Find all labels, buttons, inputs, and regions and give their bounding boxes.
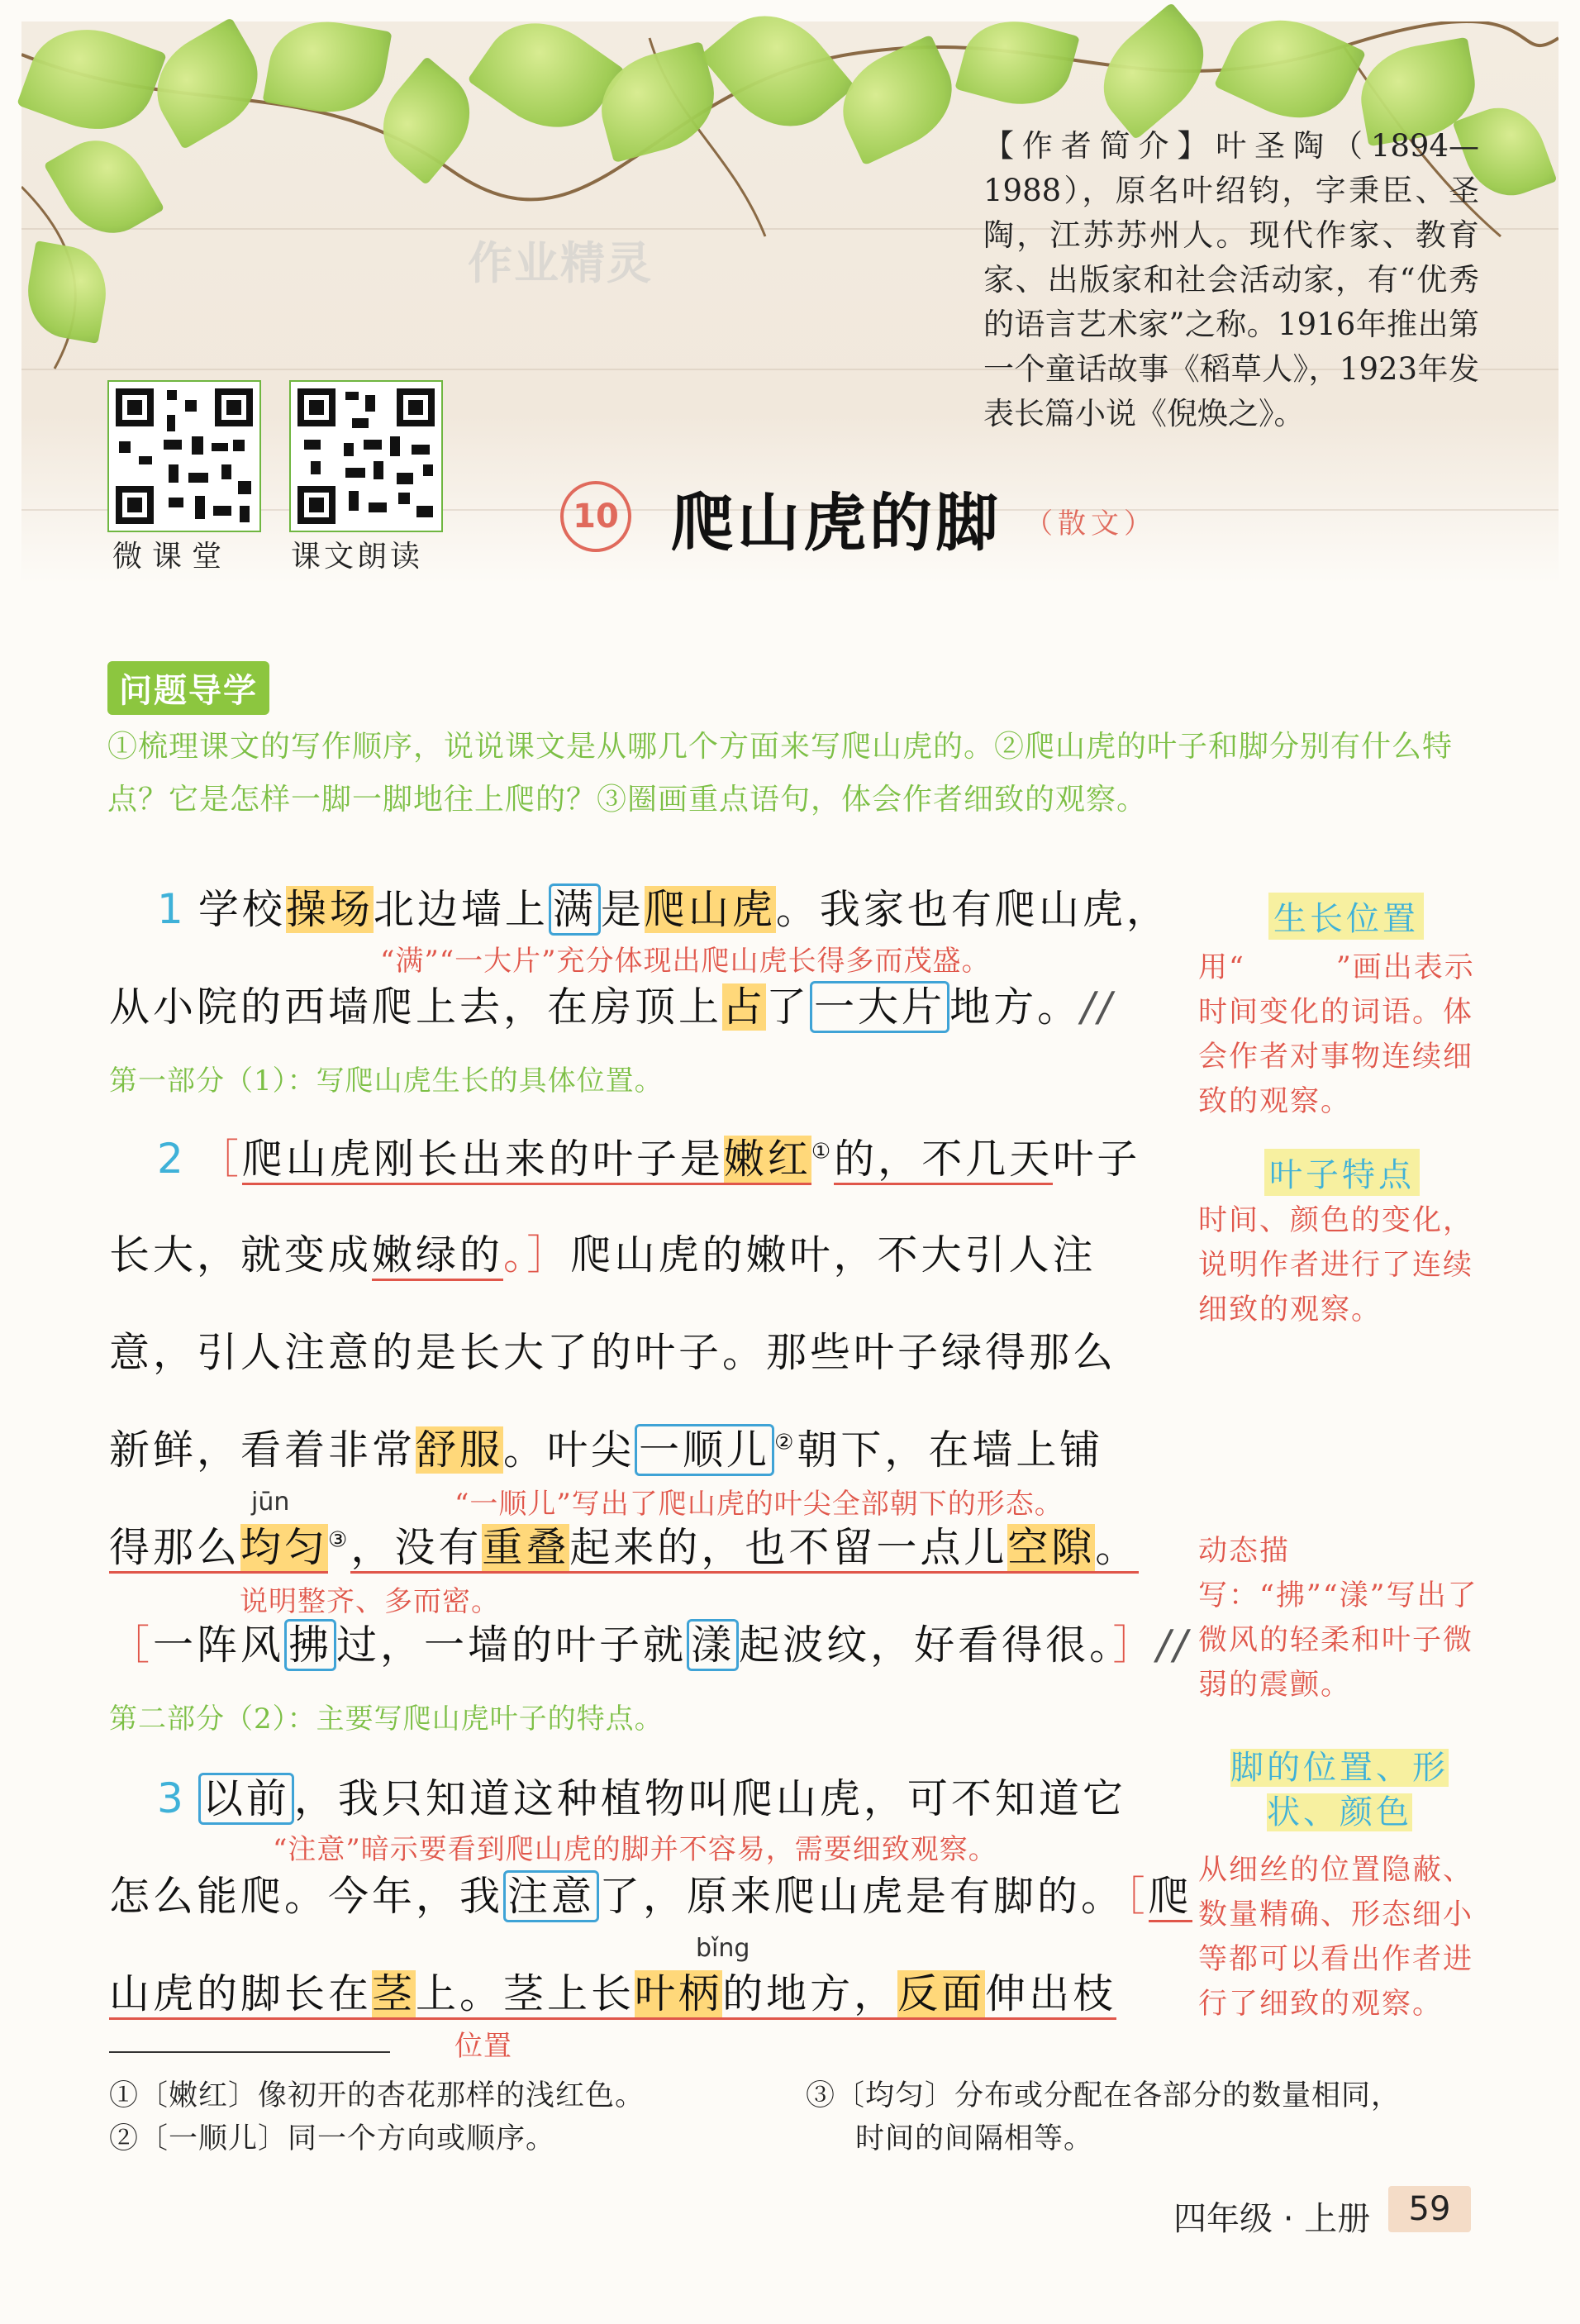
- qr-pattern: [109, 382, 259, 531]
- annotation-note: 位置: [454, 2030, 512, 2063]
- annotation-note: “满”“一大片”充分体现出爬山虎长得多而茂盛。: [380, 945, 991, 978]
- highlighted-word: 舒服: [416, 1426, 504, 1474]
- footnote: 时间的间隔相等。: [855, 2122, 1094, 2155]
- underlined-text: ，没有: [350, 1524, 482, 1574]
- boxed-word: 一大片: [810, 981, 949, 1033]
- text-line: [157, 1127, 1140, 1185]
- highlighted-word: 操场: [285, 886, 374, 933]
- page-number: 59: [1388, 2186, 1471, 2232]
- author-intro-text: 叶圣陶（1894—1988），原名叶绍钧，字秉臣、圣陶，江苏苏州人。现代作家、教育家、出版家和社会活动家，有“优秀的语言艺术家”之称。1916年推出第一个童话故事《稻草人》，1923年发表长篇小说《倪焕之》。: [983, 128, 1479, 431]
- lesson-title: 爬山虎的脚: [671, 486, 1002, 560]
- text-line: [109, 1864, 1192, 1922]
- watermark: 作业精灵: [468, 237, 653, 289]
- boxed-word: 满: [549, 883, 601, 936]
- text-line: [157, 878, 1170, 936]
- footnote-marker: ①: [811, 1139, 835, 1164]
- highlighted-word: 茎: [372, 1970, 416, 2020]
- text-span: 叶子: [1053, 1136, 1141, 1183]
- lesson-number-badge: 10: [560, 481, 631, 552]
- author-introduction: [983, 124, 1479, 436]
- text-span: 起波纹，好看得很。: [739, 1622, 1113, 1669]
- paragraph-number: 3: [157, 1774, 187, 1822]
- footnote-marker: ②: [774, 1430, 797, 1455]
- text-line: [109, 1613, 1191, 1671]
- side-heading-foot-features: [1198, 1745, 1481, 1835]
- text-span: 。我家也有爬山虎，: [775, 886, 1170, 933]
- boxed-word: 注意: [503, 1870, 599, 1922]
- highlighted-word: 均匀: [240, 1524, 328, 1574]
- bracket: ［: [1125, 1873, 1149, 1920]
- text-line: [109, 1516, 1139, 1574]
- highlighted-word: 重叠: [482, 1524, 569, 1574]
- guide-questions: ①梳理课文的写作顺序，说说课文是从哪几个方面来写爬山虎的。②爬山虎的叶子和脚分别有什么特点？它是怎样一脚一脚地往上爬的？③圈画重点语句，体会作者细致的观察。: [107, 730, 1454, 817]
- highlighted-word: 叶柄: [635, 1970, 722, 2020]
- text-span: 新鲜，看着非常: [109, 1426, 416, 1474]
- text-span: 长大，就变成: [109, 1231, 373, 1279]
- annotation-note: “一顺儿”写出了爬山虎的叶尖全部朝下的形态。: [454, 1488, 1064, 1521]
- section-summary: 第一部分（1）：写爬山虎生长的具体位置。: [109, 1064, 664, 1098]
- pinyin: jūn: [251, 1488, 290, 1517]
- text-span: 学校: [198, 886, 286, 933]
- annotation-note: “注意”暗示要看到爬山虎的脚并不容易，需要细致观察。: [273, 1833, 997, 1866]
- bracket: ［: [109, 1622, 154, 1669]
- footnote: ①〔嫩红〕像初开的杏花那样的浅红色。: [109, 2079, 645, 2112]
- underlined-text: 的，: [834, 1136, 921, 1185]
- section-divider: //: [1081, 983, 1116, 1031]
- section-divider: //: [1156, 1622, 1191, 1669]
- highlighted-word: 空隙: [1007, 1524, 1095, 1574]
- highlighted-word: 反面: [897, 1970, 985, 2020]
- text-span: 朝下，在墙上铺: [797, 1426, 1104, 1474]
- underlined-text: 爬山虎刚长出来的叶子是: [242, 1136, 724, 1185]
- side-note-leaf-features: 时间、颜色的变化，说明作者进行了连续细致的观察。: [1198, 1204, 1474, 1326]
- text-span: 是: [600, 886, 645, 933]
- text-span: 过，一墙的叶子就: [336, 1622, 688, 1669]
- side-note-growth-location: [1198, 945, 1479, 1124]
- text-line: [109, 975, 1115, 1033]
- text-span: 了，原来爬山虎是有脚的。: [599, 1873, 1126, 1920]
- text-span: 怎么能爬。今年，我: [109, 1873, 504, 1920]
- text-span: 爬山虎的嫩叶，不大引人注: [570, 1231, 1097, 1279]
- underlined-text: 上。茎上长: [416, 1970, 635, 2020]
- highlighted-word: 嫩红: [724, 1136, 811, 1185]
- text-span: 用“: [1198, 951, 1245, 984]
- guide-tag: 问题导学: [107, 661, 269, 715]
- underlined-text: 得那么: [109, 1524, 240, 1574]
- text-line: [109, 1223, 1097, 1281]
- annotation-note: 说明整齐、多而密。: [240, 1585, 500, 1618]
- boxed-word: 一顺儿: [635, 1424, 774, 1476]
- side-heading-leaf-features: 叶子特点: [1264, 1149, 1420, 1196]
- lesson-genre: （散文）: [1025, 507, 1157, 541]
- bracket: ］: [1112, 1622, 1157, 1669]
- underlined-text: 的地方，: [722, 1970, 897, 2020]
- paragraph-number: 2: [157, 1135, 187, 1183]
- highlighted-word: 爬山虎: [644, 886, 776, 933]
- blank-mark: [1245, 954, 1336, 985]
- boxed-word: 拂: [284, 1619, 336, 1671]
- pinyin: bǐng: [696, 1934, 750, 1963]
- footnote: ③〔均匀〕分布或分配在各部分的数量相同，: [806, 2079, 1402, 2112]
- text-span: ”画出表示时间变化的词语。体会作者对事物连续细致的观察。: [1198, 951, 1475, 1118]
- qr-code-text-reading[interactable]: [289, 380, 443, 532]
- text-span: 北边墙上: [373, 886, 549, 933]
- underlined-text: 伸出枝: [985, 1970, 1116, 2020]
- author-intro-label: 【作者简介】: [983, 128, 1216, 164]
- text-line: [109, 1418, 1103, 1476]
- grade-label: 四年级 · 上册: [1173, 2200, 1371, 2238]
- boxed-word: 以前: [198, 1773, 294, 1825]
- qr-code-micro-class[interactable]: [107, 380, 261, 532]
- paragraph-number: 1: [157, 885, 187, 933]
- boxed-word: 漾: [687, 1619, 739, 1671]
- text-line: [157, 1767, 1126, 1825]
- text-span: 地方。: [949, 983, 1082, 1031]
- qr-caption-micro-class: 微课堂: [112, 540, 232, 574]
- text-span: 。叶尖: [503, 1426, 635, 1474]
- qr-caption-text-reading: 课文朗读: [291, 540, 424, 574]
- qr-pattern: [291, 382, 441, 531]
- text-span: ，我只知道这种植物叫爬山虎，可不知道它: [293, 1775, 1126, 1822]
- text-span: 了: [766, 983, 811, 1031]
- footnote: ②〔一顺儿〕同一个方向或顺序。: [109, 2122, 556, 2155]
- side-heading-growth-location: 生长位置: [1268, 893, 1424, 940]
- side-note-foot-features: 从细丝的位置隐蔽、数量精确、形态细小等都可以看出作者进行了细致的观察。: [1198, 1854, 1474, 2021]
- highlighted-word: 占: [722, 983, 767, 1031]
- section-summary: 第二部分（2）：主要写爬山虎叶子的特点。: [109, 1703, 664, 1736]
- underlined-text: 山虎的脚长在: [109, 1970, 372, 2020]
- underlined-text: 不几天: [921, 1136, 1053, 1185]
- text-line: 意，引人注意的是长大了的叶子。那些叶子绿得那么: [109, 1329, 1117, 1376]
- text-span: 从小院的西墙爬上去，在房顶上: [109, 983, 723, 1031]
- footnote-rule: [109, 2051, 390, 2053]
- bracket: 。］: [503, 1231, 571, 1279]
- underlined-text: 嫩绿的: [372, 1231, 503, 1281]
- underlined-text: 起来的，也不留一点儿: [569, 1524, 1007, 1574]
- text-line: [109, 1962, 1116, 2020]
- underlined-text: 爬: [1149, 1873, 1192, 1922]
- underlined-text: 。: [1095, 1524, 1139, 1574]
- text-span: 一阵风: [153, 1622, 285, 1669]
- text-span: 脚的位置、形状、颜色: [1230, 1749, 1449, 1831]
- footnote-marker: ③: [328, 1527, 351, 1553]
- bracket: ［: [198, 1136, 242, 1183]
- side-note-dynamic-description: 动态描写：“拂”“漾”写出了微风的轻柔和叶子微弱的震颤。: [1198, 1535, 1478, 1702]
